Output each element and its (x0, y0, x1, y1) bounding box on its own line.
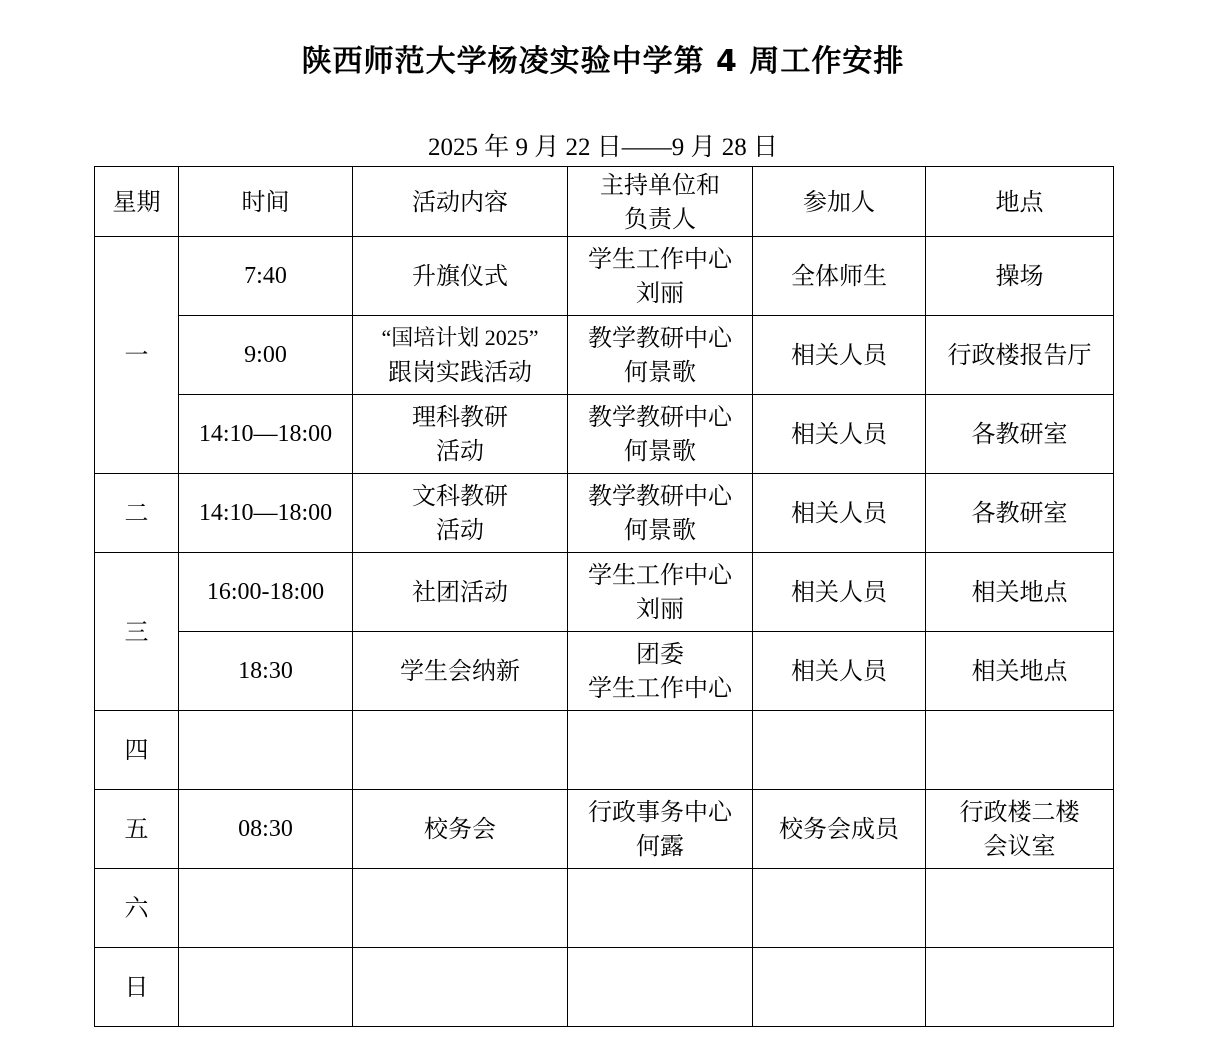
time-cell: 14:10—18:00 (179, 474, 353, 553)
activity-line: 学生会纳新 (400, 657, 520, 685)
time-cell: 14:10—18:00 (179, 395, 353, 474)
table-row (95, 553, 1114, 632)
location-cell: 相关地点 (926, 632, 1114, 711)
participants-cell: 相关人员 (753, 553, 926, 632)
header-row (95, 167, 1114, 237)
day-cell-thu: 四 (95, 711, 179, 790)
participants-cell: 相关人员 (753, 474, 926, 553)
table-row (95, 711, 1114, 790)
table-row (95, 790, 1114, 869)
location-cell (926, 790, 1114, 869)
host-line: 教学教研中心 (588, 324, 732, 352)
host-line: 何景歌 (624, 516, 696, 544)
host-cell (568, 474, 753, 553)
host-cell (568, 790, 753, 869)
host-line: 刘丽 (636, 279, 684, 307)
participants-cell: 相关人员 (753, 395, 926, 474)
header-location: 地点 (926, 167, 1114, 237)
day-cell-fri: 五 (95, 790, 179, 869)
activity-line: 社团活动 (412, 578, 508, 606)
day-cell-mon: 一 (95, 237, 179, 474)
header-weekday: 星期 (95, 167, 179, 237)
schedule-table (94, 166, 1114, 1027)
time-cell: 9:00 (179, 316, 353, 395)
table-row (95, 316, 1114, 395)
activity-line: 活动 (436, 516, 484, 544)
host-line: 行政事务中心 (588, 798, 732, 826)
host-cell (568, 395, 753, 474)
host-cell (568, 948, 753, 1027)
host-line: 团委 (636, 640, 684, 668)
day-cell-sun: 日 (95, 948, 179, 1027)
participants-cell (753, 869, 926, 948)
location-cell: 相关地点 (926, 553, 1114, 632)
day-cell-sat: 六 (95, 869, 179, 948)
activity-cell (353, 948, 568, 1027)
activity-line: 升旗仪式 (412, 262, 508, 290)
header-time: 时间 (179, 167, 353, 237)
table-row (95, 474, 1114, 553)
participants-cell: 相关人员 (753, 632, 926, 711)
table-row (95, 869, 1114, 948)
location-cell: 行政楼报告厅 (926, 316, 1114, 395)
activity-line: 校务会 (424, 815, 496, 843)
host-cell (568, 237, 753, 316)
time-cell: 7:40 (179, 237, 353, 316)
host-line: 刘丽 (636, 595, 684, 623)
day-cell-wed: 三 (95, 553, 179, 711)
location-line: 行政楼二楼 (959, 798, 1080, 826)
date-range: 2025 年 9 月 22 日——9 月 28 日 (427, 134, 778, 161)
host-line: 教学教研中心 (588, 403, 732, 431)
participants-cell: 全体师生 (753, 237, 926, 316)
activity-line: “国培计划 2025” (381, 325, 539, 350)
location-cell (926, 869, 1114, 948)
activity-cell (353, 237, 568, 316)
header-participants: 参加人 (753, 167, 926, 237)
activity-line: 文科教研 (412, 482, 508, 510)
host-cell (568, 316, 753, 395)
host-line: 何景歌 (624, 358, 696, 386)
participants-cell (753, 711, 926, 790)
location-cell: 操场 (926, 237, 1114, 316)
host-cell (568, 553, 753, 632)
header-activity: 活动内容 (353, 167, 568, 237)
location-cell: 各教研室 (926, 395, 1114, 474)
time-cell: 18:30 (179, 632, 353, 711)
time-cell: 16:00-18:00 (179, 553, 353, 632)
participants-cell: 校务会成员 (753, 790, 926, 869)
activity-cell (353, 711, 568, 790)
host-line: 教学教研中心 (588, 482, 732, 510)
header-host-line: 负责人 (624, 204, 696, 233)
time-cell (179, 711, 353, 790)
host-line: 学生工作中心 (588, 245, 732, 273)
activity-line: 理科教研 (412, 403, 508, 431)
table-row (95, 632, 1114, 711)
activity-cell (353, 632, 568, 711)
activity-cell (353, 316, 568, 395)
host-line: 学生工作中心 (588, 561, 732, 589)
document-title: 陕西师范大学杨凌实验中学第 4 周工作安排 (301, 44, 905, 79)
host-cell (568, 869, 753, 948)
location-cell: 各教研室 (926, 474, 1114, 553)
activity-cell (353, 790, 568, 869)
participants-cell: 相关人员 (753, 316, 926, 395)
header-host (568, 167, 753, 237)
day-cell-tue: 二 (95, 474, 179, 553)
time-cell (179, 869, 353, 948)
activity-line: 活动 (436, 437, 484, 465)
participants-cell (753, 948, 926, 1027)
location-line: 会议室 (983, 832, 1056, 860)
header-host-line: 主持单位和 (600, 170, 720, 199)
host-line: 何景歌 (624, 437, 696, 465)
activity-cell (353, 869, 568, 948)
activity-cell (353, 474, 568, 553)
host-line: 学生工作中心 (588, 674, 732, 702)
time-cell (179, 948, 353, 1027)
table-row (95, 395, 1114, 474)
location-cell (926, 711, 1114, 790)
activity-cell (353, 553, 568, 632)
host-cell (568, 632, 753, 711)
host-line: 何露 (636, 832, 684, 860)
table-row (95, 237, 1114, 316)
time-cell: 08:30 (179, 790, 353, 869)
activity-cell (353, 395, 568, 474)
table-row (95, 948, 1114, 1027)
location-cell (926, 948, 1114, 1027)
activity-line: 跟岗实践活动 (388, 358, 532, 386)
host-cell (568, 711, 753, 790)
